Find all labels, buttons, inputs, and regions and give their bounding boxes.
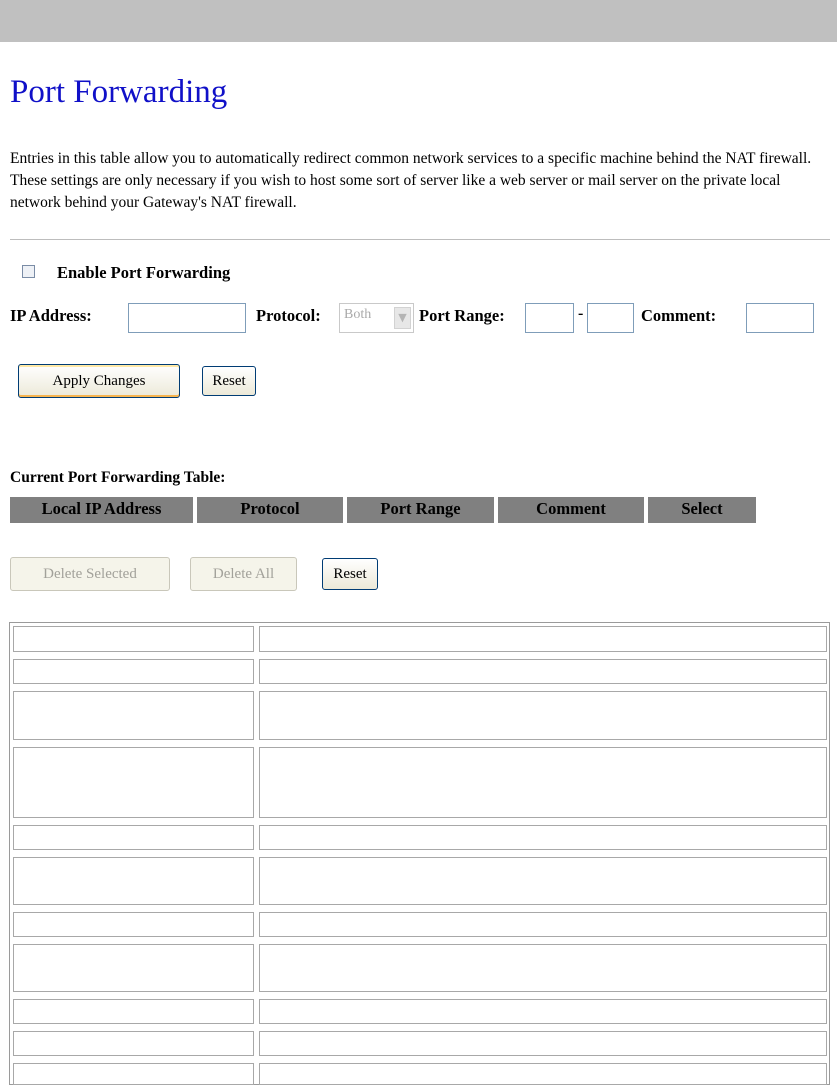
grid-cell-left [13, 659, 254, 684]
column-header-protocol: Protocol [197, 497, 343, 523]
apply-changes-button[interactable]: Apply Changes [18, 364, 180, 398]
grid-cell-right [259, 825, 827, 850]
grid-cell-right [259, 1031, 827, 1056]
column-header-port-range: Port Range [347, 497, 494, 523]
port-range-label: Port Range: [419, 306, 505, 325]
port-range-to-input[interactable] [587, 303, 634, 333]
grid-cell-left [13, 1031, 254, 1056]
current-table-title: Current Port Forwarding Table: [10, 469, 226, 486]
grid-cell-right [259, 691, 827, 740]
grid-cell-left [13, 912, 254, 937]
grid-cell-right [259, 857, 827, 905]
grid-cell-right [259, 999, 827, 1024]
enable-port-forwarding-label: Enable Port Forwarding [57, 263, 231, 282]
grid-cell-left [13, 825, 254, 850]
grid-cell-left [13, 857, 254, 905]
divider [10, 239, 830, 240]
reset-button[interactable]: Reset [202, 366, 256, 396]
grid-cell-left [13, 691, 254, 740]
column-header-comment: Comment [498, 497, 644, 523]
column-header-select: Select [648, 497, 756, 523]
grid-cell-left [13, 626, 254, 652]
grid-cell-right [259, 944, 827, 992]
column-header-local-ip: Local IP Address [10, 497, 193, 523]
grid-cell-left [13, 747, 254, 818]
delete-all-button[interactable]: Delete All [190, 557, 297, 591]
grid-cell-left [13, 944, 254, 992]
grid-cell-left [13, 1063, 254, 1085]
port-range-dash: - [578, 305, 584, 322]
page-title: Port Forwarding [10, 74, 228, 110]
grid-cell-right [259, 626, 827, 652]
enable-port-forwarding-checkbox[interactable] [22, 265, 35, 278]
grid-cell-right [259, 659, 827, 684]
chevron-down-icon: ▼ [394, 307, 411, 329]
grid-cell-left [13, 999, 254, 1024]
port-range-from-input[interactable] [525, 303, 574, 333]
grid-cell-right [259, 1063, 827, 1085]
delete-selected-button[interactable]: Delete Selected [10, 557, 170, 591]
comment-label: Comment: [641, 306, 717, 325]
ip-address-input[interactable] [128, 303, 246, 333]
grid-cell-right [259, 912, 827, 937]
top-banner [0, 0, 837, 42]
ip-address-label: IP Address: [10, 306, 92, 325]
page-description: Entries in this table allow you to automatically redirect common network services to a specific machine behind the NAT firewall. These settings are only necessary if you wish to host some sort of server like a web server or mail server on the private local network behind your Gateway's NAT firewall. [10, 150, 812, 211]
comment-input[interactable] [746, 303, 814, 333]
protocol-select-value: Both [344, 307, 372, 322]
protocol-select[interactable] [339, 303, 414, 333]
grid-cell-right [259, 747, 827, 818]
protocol-label: Protocol: [256, 306, 321, 325]
reset-table-button[interactable]: Reset [322, 558, 378, 590]
